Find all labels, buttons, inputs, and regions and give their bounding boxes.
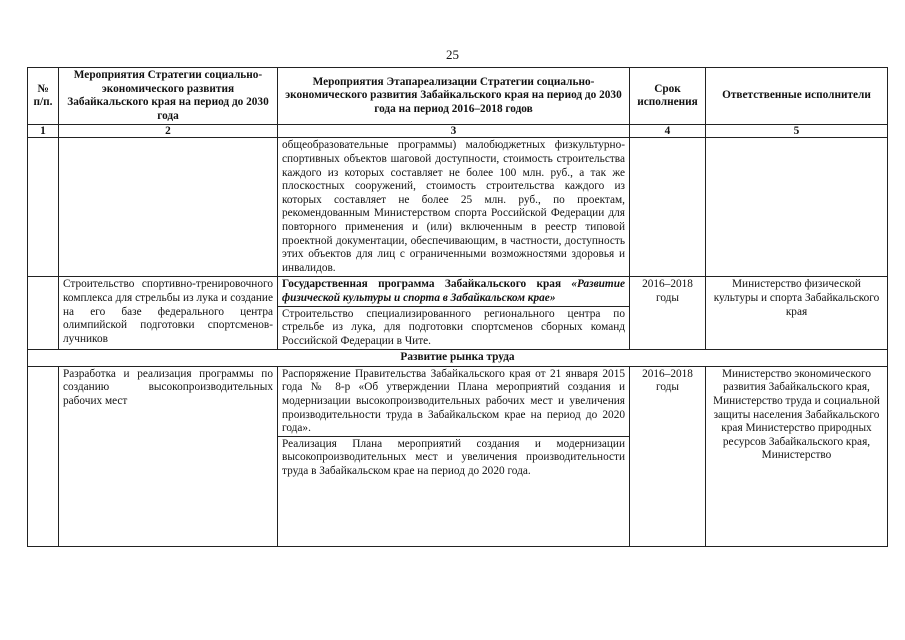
row2-responsible: Министерство физической культуры и спорта Забайкальского края: [706, 277, 888, 350]
header-stage-measures: Мероприятия Этапареализации Стратегии социально-экономического развития Забайкальского края на период до 2030 года на период 2016–2018 годов: [278, 68, 630, 125]
header-responsible: Ответственные исполнители: [706, 68, 888, 125]
row3-decree: Распоряжение Правительства Забайкальского края от 21 января 2015 года № 8-р «Об утверждении Плана мероприятий создания и модернизации высокопроизводительных рабочих мест и увеличения производительности труда в Забайкальском крае на период до 2020 года».: [282, 367, 625, 435]
section-row: [28, 350, 888, 367]
row3-implementation: Реализация Плана мероприятий создания и модернизации высокопроизводительных мест и увеличения производительности труда в Забайкальском крае на период до 2020 года.: [278, 436, 629, 479]
row2-program-text: Строительство специализированного регионального центра по стрельбе из лука, для подготовки спортсменов сборных команд Российской Федерации в Чите.: [278, 306, 629, 349]
program-prefix: Государственная программа Забайкальского края: [282, 278, 562, 291]
row1-stage-measure: общеобразовательные программы) малобюджетных физкультурно-спортивных объектов шаговой доступности, стоимость строительства каждого из которых составляет не более 100 млн. руб., а так же плоскостных сооружений, стоимость строительства каждого из которых составляет не более 25 млн. руб., по проектам, рекомендованным Министерством спорта Российской Федерации для повторного применения и (или) включенным в реестр типовой проектной документации, обеспечивающим, в частности, доступность этих объектов для лиц с ограниченными возможностями здоровья и инвалидов.: [278, 138, 630, 277]
program-name: «Развитие физической культуры и спорта в Забайкальском крае»: [282, 278, 625, 304]
header-deadline: Срок исполнения: [630, 68, 706, 125]
row2-deadline: 2016–2018 годы: [630, 277, 706, 350]
column-number: 2: [59, 125, 278, 138]
page-number: 25: [446, 47, 459, 62]
row3-stage-measure: [278, 366, 630, 546]
strategy-table: [27, 67, 888, 547]
column-number: 3: [278, 125, 630, 138]
row3-deadline: 2016–2018 годы: [630, 366, 706, 546]
row2-strategy-measure: Строительство спортивно-тренировочного комплекса для стрельбы из лука и создание на его базе федерального центра олимпийской подготовки спортсменов-лучников: [59, 277, 278, 350]
column-number-row: [28, 125, 888, 138]
row2-program: [282, 278, 625, 305]
column-number: 1: [28, 125, 59, 138]
table-row: [28, 366, 888, 546]
header-number: № п/п.: [28, 68, 59, 125]
header-strategy-measures: Мероприятия Стратегии социально-экономического развития Забайкальского края на период до 2030 года: [59, 68, 278, 125]
table-row: [28, 277, 888, 350]
row3-strategy-measure: Разработка и реализация программы по созданию высокопроизводительных рабочих мест: [59, 366, 278, 546]
table-row: [28, 138, 888, 277]
column-number: 5: [706, 125, 888, 138]
row3-responsible: Министерство экономического развития Забайкальского края, Министерство труда и социальной защиты населения Забайкальского края Министерство природных ресурсов Забайкальского края, Министерство: [706, 366, 888, 546]
section-title: Развитие рынка труда: [28, 350, 888, 367]
header-row: [28, 68, 888, 125]
row2-stage-measure: [278, 277, 630, 350]
column-number: 4: [630, 125, 706, 138]
